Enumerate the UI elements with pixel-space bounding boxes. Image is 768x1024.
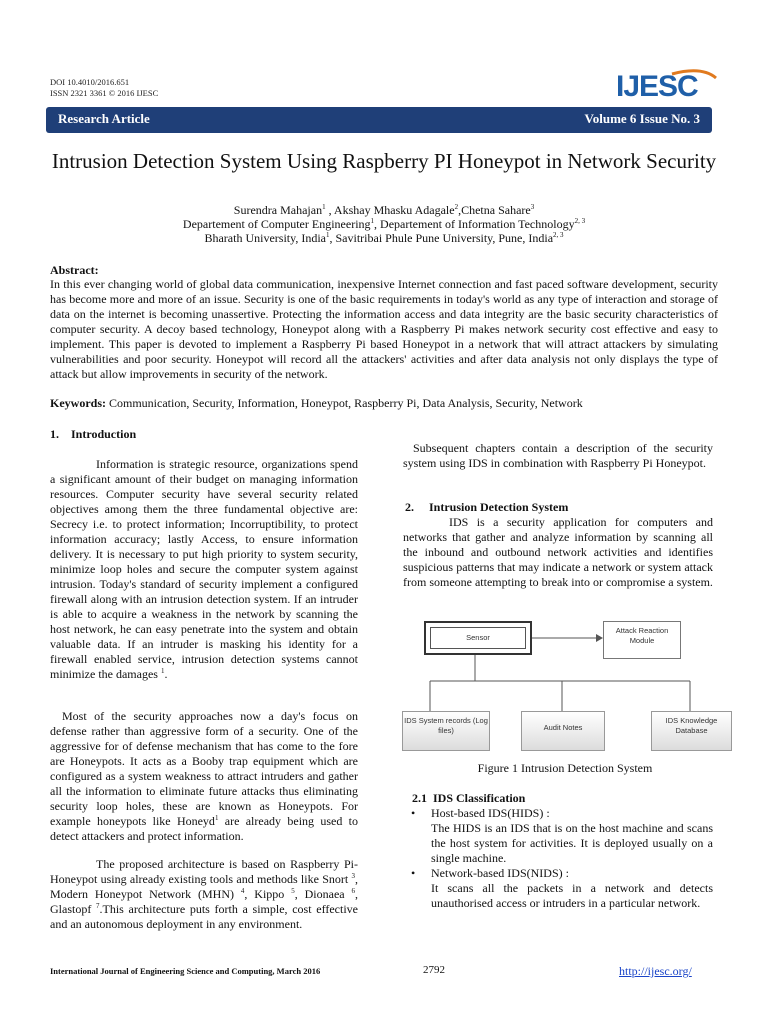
dept-1: Departement of Computer Engineering [182,217,371,231]
author-names [40,203,728,217]
intro-p1-sup: 1 [160,667,165,675]
paper-title: Intrusion Detection System Using Raspberry PI Honeypot in Network Security [51,149,717,173]
intro-p3-b: , Modern Honeypot Network (MHN) [50,872,358,901]
intro-p3-a: The proposed architecture is based on Raspberry Pi-Honeypot using already existing tools and methods like Snort [50,857,358,886]
right-intro-paragraph [403,441,713,471]
abstract-heading: Abstract: [50,263,99,277]
intro-p3-e: , Glastopf [50,887,358,916]
intro-p3-c: , Kippo [244,887,292,901]
ids-paragraph [403,515,713,590]
sensor-box [424,621,532,655]
intro-p2-text: Most of the security approaches now a day's focus on defense rather than aggressive form of a security. One of the aggressive for of defense mechanism that has come to the fore are Honeypots. It acts as a Booby trap equipment which are configured as a system weakness to attract intruders and gather all the information to eliminate future attacks thus eliminating security loop holes, these are known as Honeypots. For example honeypots like Honeyd [50,709,358,828]
keywords-line [50,396,718,411]
uni-1: Bharath University, India [204,231,326,245]
ref-6-sup: 6 [351,887,355,895]
volume-issue: Volume 6 Issue No. 3 [584,111,700,126]
bullet-icon: • [411,806,416,820]
bullet-icon: • [411,866,416,880]
ids-classification-heading: 2.1 IDS Classification [412,791,526,805]
author-1: Surendra Mahajan [233,203,323,217]
right-intro-text: Subsequent chapters contain a description of the security system using IDS in combination with Raspberry Pi Honeypot. [403,441,713,470]
ref-3-sup: 3 [351,872,355,880]
nids-title: Network-based IDS(NIDS) : [431,866,569,880]
doi-line: DOI 10.4010/2016.651 [50,77,130,87]
intro-paragraph-1 [50,457,358,682]
abstract-text: In this ever changing world of global data communication, inexpensive Internet connection and fast paced software development, security has become more and more of an issue. Security is one of the basic requirements in today's world as any type of interaction and storage of data on the internet is becoming unassertive. Protecting the information access and data integrity are the basic security characteristics of computer security. A decoy based technology, Honeypot along with a Raspberry Pi makes network security cost effective and easy to implement. This paper is devoted to implement a Raspberry Pi based Honeypot in a network that will attract attackers by simulating vulnerabilities and poor security. Honeypot will record all the attackers' activities and after data analysis not only displays the type of attack but allow improvements in security of the network. [50,277,718,381]
intro-paragraph-3 [50,857,358,932]
article-type: Research Article [58,111,150,126]
journal-logo [612,66,717,106]
keywords-text: Communication, Security, Information, Honeypot, Raspberry Pi, Data Analysis, Security, Network [106,396,583,410]
article-banner [46,107,712,133]
ids-records-box: IDS System records (Log files) [402,711,490,751]
ref-5-sup: 5 [291,887,295,895]
author-block [40,203,728,245]
intro-p2-end: are already being used to detect attackers and protect information. [50,814,358,843]
intro-paragraph-2 [50,709,358,844]
dept-2-sup: 2, 3 [574,217,586,225]
ids-heading: 2. Intrusion Detection System [405,500,569,514]
hids-title: Host-based IDS(HIDS) : [431,806,550,820]
author-2: , Akshay Mhasku Adagale [325,203,455,217]
logo-text: IJESC [616,70,698,103]
list-item [406,866,713,911]
intro-heading: 1. Introduction [50,427,137,441]
dept-2: , Departement of Information Technology [374,217,575,231]
hids-text: The HIDS is an IDS that is on the host machine and scans the host system for activities. It is deployed usually on a single machine. [431,821,713,865]
footer-journal: International Journal of Engineering Science and Computing, March 2016 [50,966,321,976]
author-1-sup: 1 [322,203,326,211]
audit-notes-box: Audit Notes [521,711,605,751]
author-2-sup: 2 [454,203,459,211]
dept-1-sup: 1 [370,217,375,225]
journal-url-link[interactable]: http://ijesc.org/ [619,964,692,978]
ref-4-sup: 4 [240,887,245,895]
nids-text: It scans all the packets in a network and detects unauthorised access or intruders in a particular network. [431,881,713,910]
uni-2: , Savitribai Phule Pune University, Pune, India [329,231,554,245]
author-departments [40,217,728,231]
ids-diagram [400,613,730,753]
keywords-label: Keywords: [50,396,106,410]
intro-p1-end: . [164,667,168,681]
list-item [406,806,713,866]
knowledge-db-box: IDS Knowledge Database [651,711,732,751]
intro-p3-d: , Dionaea [294,887,352,901]
ids-text: IDS is a security application for computers and networks that gather and analyze information by scanning all the inbound and outbound network activities and identifies suspicious patterns that may indicate a network or system attack from someone attempting to break into or compromise a system. [403,515,713,589]
sensor-label: Sensor [430,627,526,649]
attack-reaction-box: Attack Reaction Module [603,621,681,659]
page-number: 2792 [423,964,445,976]
intro-p2-sup: 1 [214,814,219,822]
author-universities [40,231,728,245]
ref-7-sup: 7 [96,902,100,910]
author-3-sup: 3 [530,203,535,211]
issn-line: ISSN 2321 3361 © 2016 IJESC [50,88,159,98]
uni-2-sup: 2, 3 [553,231,564,239]
intro-p1-text: Information is strategic resource, organizations spend a significant amount of their budget on managing information resources. Computer security have several security related objectives among them the three fundamental objective are: Secrecy i.e. to protect information; Incorruptibility, to protect information accuracy; lastly Access, to ensure information delivery. It is necessary to put high priority to system security, minimize loop holes and secure the computer system against intrusion. Today's standard of security implement a configured firewall along with an intrusion detection system. If an intruder is able to acquire a weakness in the network by scanning the host network, he can easy penetrate into the system and obtain valuable data. If an intruder is masking his identity for a firewall enabled service, intrusion detection systems cannot minimize the damages [50,457,358,681]
ids-classification-list [406,806,713,911]
intro-p3-f: .This architecture puts forth a simple, cost effective and an autonomous deployment in any environment. [50,902,358,931]
uni-1-sup: 1 [326,231,330,239]
figure-caption: Figure 1 Intrusion Detection System [477,761,653,775]
author-3: ,Chetna Sahare [458,203,531,217]
